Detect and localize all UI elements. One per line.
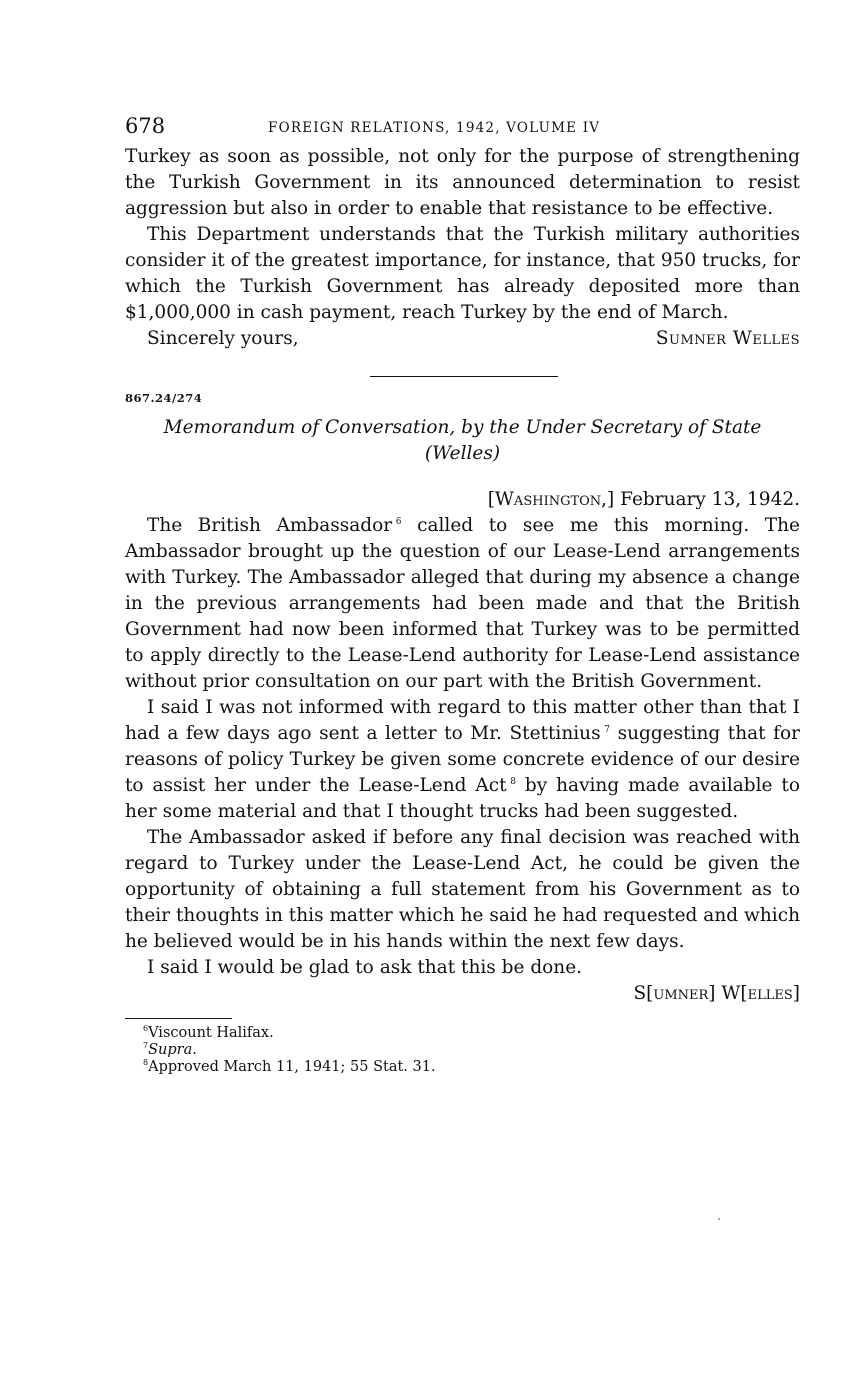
footnote-ref-8: 8 [510, 777, 516, 787]
memo-paragraph-2-text-b: suggesting that for reasons of policy Turkey be given some concrete evidence of our desire to assist her under the Lease-Lend Act [125, 723, 800, 796]
memo-paragraph-4: I said I would be glad to ask that this be done. [147, 957, 583, 978]
footnote-7 [125, 1042, 800, 1059]
memo-signature [125, 981, 800, 1007]
memo-paragraph-3: The Ambassador asked if before any final decision was reached with regard to Turkey under the Lease-Lend Act, he could be given the opportunity of obtaining a full statement from his Government as to their thoughts in this matter which he said he had requested and which he believed would be in his hands within the next few days. [125, 827, 800, 952]
memo-paragraph-1 [125, 513, 800, 695]
memo-title [125, 415, 800, 467]
letter-signature: Sumner Welles [655, 328, 800, 349]
sig-rest-w: [elles] [740, 983, 800, 1004]
page-number: 678 [125, 114, 166, 138]
footnote-number: 6 [143, 1024, 149, 1033]
dateline-place: [Washington,] [487, 489, 615, 510]
footnote-text: Approved March 11, 1941; 55 Stat. 31. [148, 1059, 436, 1075]
document-page [125, 110, 800, 1076]
letter-closing [125, 326, 800, 352]
footnote-ref-6: 6 [395, 517, 402, 527]
memo-paragraph-1-text-b: called to see me this morning. The Ambassador brought up the question of our Lease-Lend arrangements with Turkey. The Ambassador alleged that during my absence a change in the previous arrangements had been made and that the British Government had now been informed that Turkey was to be permitted to apply directly to the Lease-Lend authority for Lease-Lend assistance without prior consultation on our part with the British Government. [125, 515, 800, 692]
memo-title-line-2: (Welles) [424, 443, 501, 464]
running-title: FOREIGN RELATIONS, 1942, VOLUME IV [268, 120, 601, 136]
footnote-number: 7 [143, 1041, 149, 1050]
file-number: 867.24/274 [125, 391, 203, 405]
footnote-8 [125, 1059, 800, 1076]
dateline-date: February 13, 1942. [620, 489, 800, 510]
footnote-number: 8 [143, 1058, 149, 1067]
section-divider [370, 376, 558, 377]
footnote-ref-7: 7 [604, 725, 611, 735]
footnote-6 [125, 1025, 800, 1042]
memo-paragraph-2 [125, 695, 800, 825]
page-header [125, 110, 800, 144]
footnote-text: Supra. [148, 1042, 197, 1058]
memo-dateline [125, 487, 800, 513]
sig-rest-s: [umner] [646, 983, 716, 1004]
memo-title-line-1: Memorandum of Conversation, by the Under Secretary of State [163, 417, 762, 438]
memo-paragraph-1-text-a: The British Ambassador [147, 515, 393, 536]
footnote-divider [125, 1018, 232, 1019]
footnote-text: Viscount Halifax. [148, 1025, 274, 1041]
scan-speck [718, 1218, 720, 1220]
memo-paragraph-2-text-a: I said I was not informed with regard to this matter other than that I had a few days ago sent a letter to Mr. Stettinius [125, 697, 800, 744]
footnotes [125, 1025, 800, 1076]
sig-initial-w: W [721, 983, 741, 1004]
sig-initial-s: S [633, 983, 647, 1004]
closing-phrase: Sincerely yours, [147, 328, 299, 349]
memo-paragraph-2-text-c: by having made available to her some material and that I thought trucks had been suggested. [125, 775, 800, 822]
letter-paragraph-2: This Department understands that the Turkish military authorities consider it of the greatest importance, for instance, that 950 trucks, for which the Turkish Government has already deposited more than $1,000,000 in cash payment, reach Turkey by the end of March. [125, 224, 800, 323]
letter-paragraph-1: Turkey as soon as possible, not only for the purpose of strengthening the Turkish Government in its announced determination to resist aggression but also in order to enable that resistance to be effective. [125, 146, 800, 219]
